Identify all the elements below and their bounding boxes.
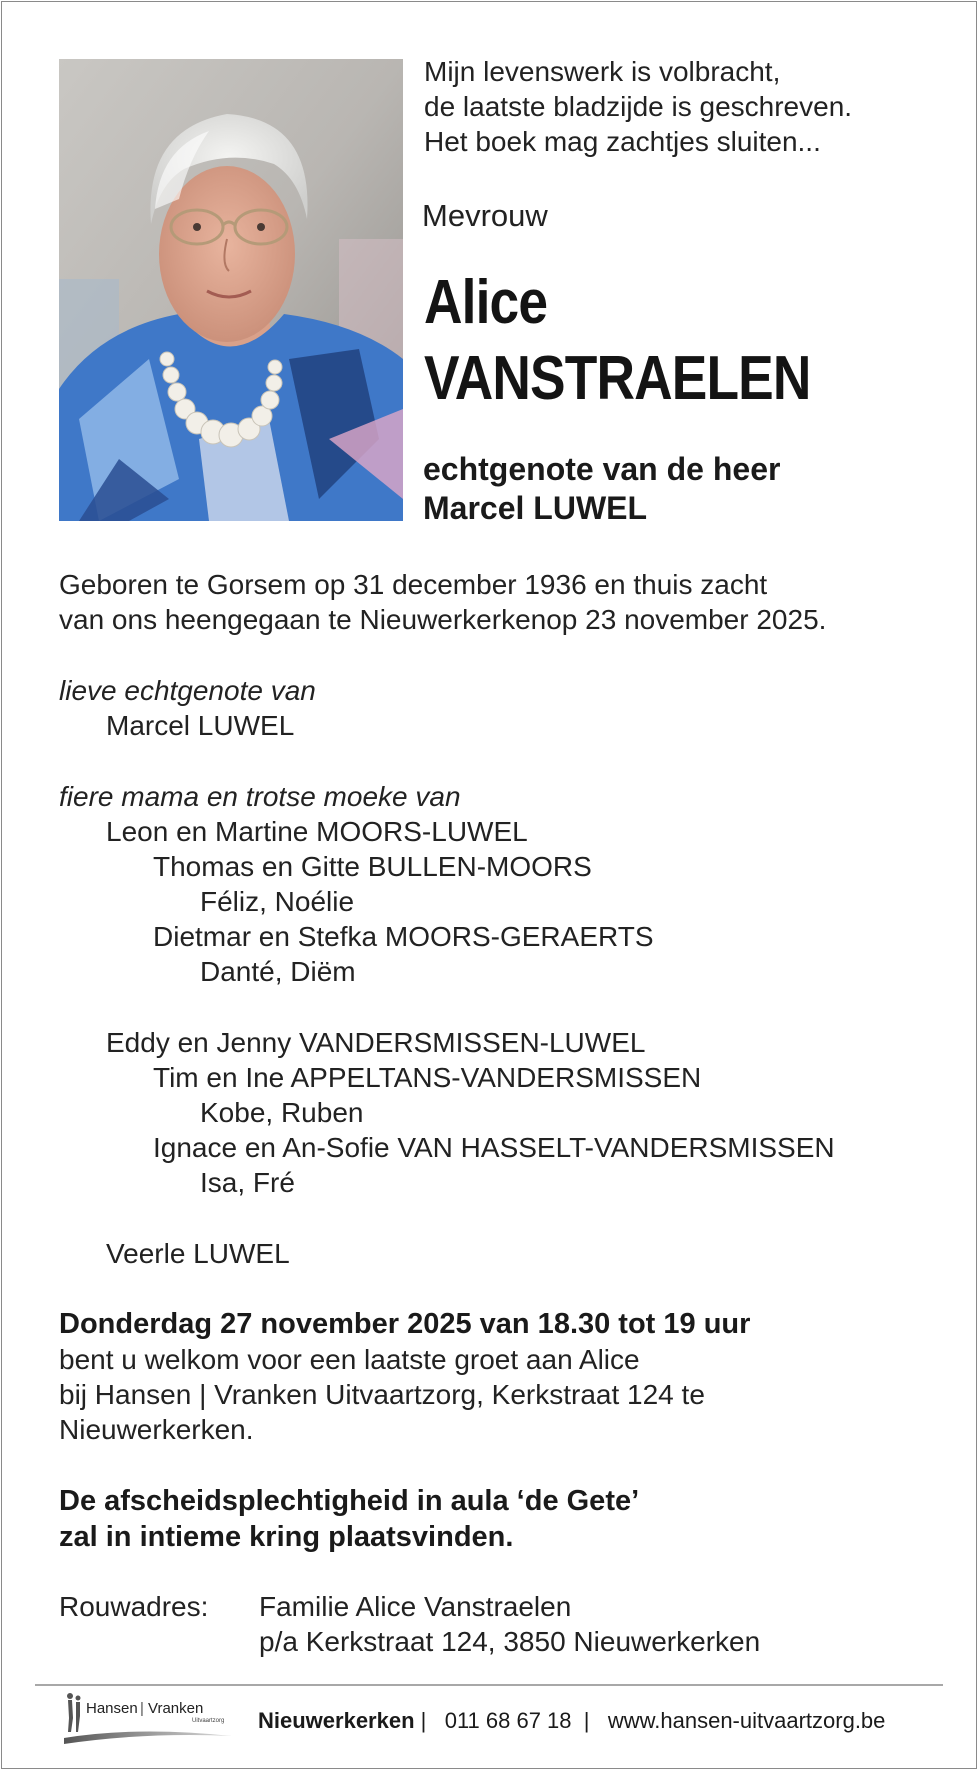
wife-label: lieve echtgenote van: [59, 675, 316, 706]
visit-heading: Donderdag 27 november 2025 van 18.30 tot 19 uur: [59, 1308, 751, 1340]
family-line: Veerle LUWEL: [106, 1238, 290, 1269]
husband-name: Marcel LUWEL: [106, 710, 295, 741]
visit-line-3: Nieuwerkerken.: [59, 1414, 254, 1445]
spouse-line-1: echtgenote van de heer: [423, 451, 781, 487]
birth-line-2: van ons heengegaan te Nieuwerkerkenop 23 november 2025.: [59, 604, 827, 635]
spouse-line-2: Marcel LUWEL: [423, 490, 648, 526]
logo-subtitle: Uitvaartzorg: [192, 1718, 225, 1724]
family-line: Eddy en Jenny VANDERSMISSEN-LUWEL: [106, 1027, 646, 1058]
mother-label: fiere mama en trotse moeke van: [59, 781, 461, 812]
logo-separator: |: [140, 1700, 144, 1717]
visit-line-1: bent u welkom voor een laatste groet aan Alice: [59, 1344, 640, 1375]
logo-name-1: Hansen: [86, 1700, 138, 1717]
family-line: Danté, Diëm: [200, 956, 356, 987]
family-line: Féliz, Noélie: [200, 886, 355, 917]
family-line: Tim en Ine APPELTANS-VANDERSMISSEN: [153, 1062, 702, 1093]
footer-city: Nieuwerkerken: [258, 1708, 415, 1733]
family-line: Leon en Martine MOORS-LUWEL: [106, 816, 528, 847]
footer-phone[interactable]: 011 68 67 18: [444, 1708, 572, 1733]
poem-line-3: Het boek mag zachtjes sluiten...: [424, 126, 821, 157]
last-name: VANSTRAELEN: [424, 344, 811, 413]
address-label: Rouwadres:: [59, 1591, 209, 1622]
ceremony-line-2: zal in intieme kring plaatsvinden.: [59, 1521, 514, 1553]
family-line: Dietmar en Stefka MOORS-GERAERTS: [153, 921, 654, 952]
poem-line-2: de laatste bladzijde is geschreven.: [424, 91, 853, 122]
footer-contact: Nieuwerkerken | 011 68 67 18 | www.hansen-uitvaartzorg.be: [258, 1708, 886, 1733]
logo-name-2: Vranken: [148, 1700, 204, 1717]
first-name: Alice: [424, 268, 548, 337]
family-line: Kobe, Ruben: [200, 1097, 364, 1128]
portrait-photo: [59, 59, 403, 521]
ceremony-line-1: De afscheidsplechtigheid in aula ‘de Gete’: [59, 1485, 640, 1517]
address-line-2: p/a Kerkstraat 124, 3850 Nieuwerkerken: [259, 1626, 761, 1657]
family-line: Isa, Fré: [200, 1167, 295, 1198]
visit-line-2: bij Hansen | Vranken Uitvaartzorg, Kerkstraat 124 te: [59, 1379, 705, 1410]
funeral-home-logo: [56, 1688, 236, 1752]
salutation: Mevrouw: [422, 198, 548, 233]
family-line: Ignace en An-Sofie VAN HASSELT-VANDERSMISSEN: [153, 1132, 835, 1163]
footer-website-link[interactable]: www.hansen-uitvaartzorg.be: [607, 1708, 886, 1733]
birth-line-1: Geboren te Gorsem op 31 december 1936 en thuis zacht: [59, 569, 768, 600]
footer-divider: [35, 1684, 943, 1686]
poem-line-1: Mijn levenswerk is volbracht,: [424, 56, 781, 87]
address-line-1: Familie Alice Vanstraelen: [259, 1591, 572, 1622]
family-line: Thomas en Gitte BULLEN-MOORS: [153, 851, 592, 882]
